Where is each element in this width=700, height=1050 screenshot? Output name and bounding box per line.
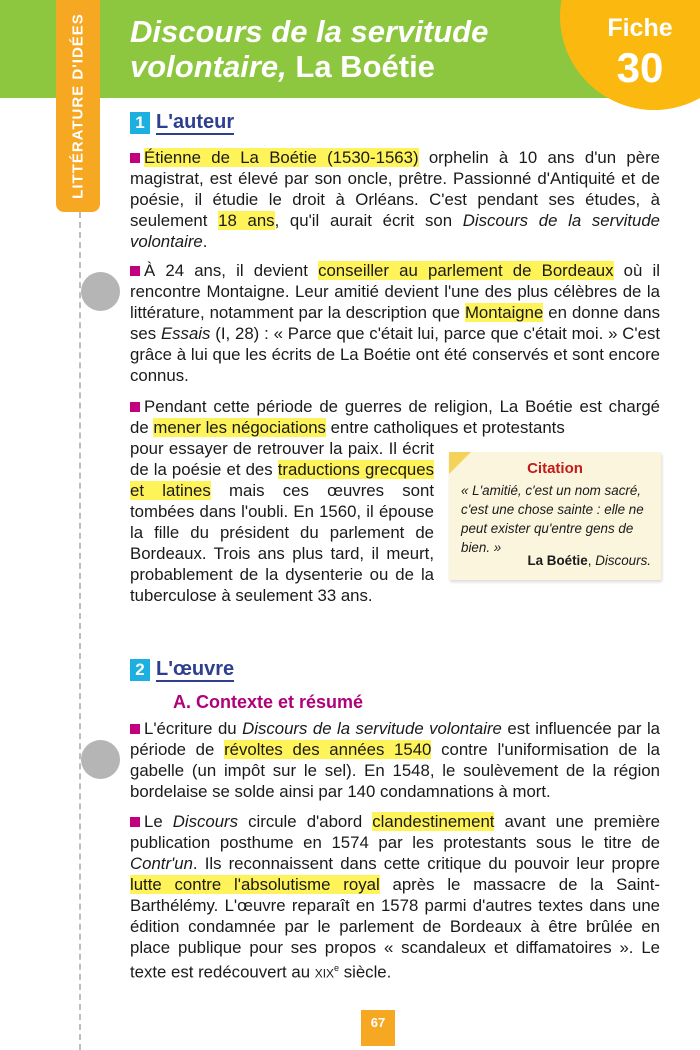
paragraph: Le Discours circule d'abord clandestinement avant une première publication posthume en 1574 par les protestants sous le titre de Contr'un. Ils reconnaissent dans cette critique du pouvoir leur propre lutte contre l'absolutisme royal après le massacre de la Saint-Barthélémy. L'œuvre reparaît en 1578 parmi d'autres textes dans une édition condamnée par le parlement de Bordeaux à être brûlée en place publique pour ses propos « scandaleux et diffamatoires ». Le texte est redécouvert au XIXe siècle. (130, 812, 660, 982)
category-label: LITTÉRATURE D'IDÉES (69, 13, 87, 199)
cut-line (79, 212, 81, 1050)
punch-hole (81, 740, 120, 779)
page-number: 67 (361, 1010, 395, 1046)
subsection-title: A. Contexte et résumé (173, 692, 364, 712)
citation-quote: « L'amitié, c'est un nom sacré, c'est une chose sainte : elle ne peut exister qu'entre gens de bien. » (461, 483, 644, 555)
section-number: 1 (130, 112, 150, 134)
bullet-icon (130, 266, 140, 276)
section-number: 2 (130, 659, 150, 681)
punch-hole (81, 272, 120, 311)
citation-author: La Boétie, Discours. (527, 553, 651, 568)
fiche-number: 30 (616, 44, 664, 91)
section-title: L'auteur (156, 111, 235, 133)
citation-box (449, 452, 661, 580)
paragraph-continued: pour essayer de retrouver la paix. Il écrit de la poésie et des traductions grecques et latines mais ces œuvres sont tombées dans l'oubli. En 1560, il épouse la fille du président du parlement de Bordeaux. Trois ans plus tard, il meurt, probablement de la dysenterie ou de la tuberculose à seulement 33 ans. (130, 439, 434, 605)
page-title: Discours de la servitude volontaire, La Boétie (130, 14, 489, 84)
bullet-icon (130, 402, 140, 412)
bullet-icon (130, 724, 140, 734)
paragraph: L'écriture du Discours de la servitude volontaire est influencée par la période de révoltes des années 1540 contre l'uniformisation de la gabelle (un impôt sur le sel). En 1548, le soulèvement de la région bordelaise se solde ainsi par 140 condamnations à mort. (130, 719, 661, 801)
bullet-icon (130, 817, 140, 827)
section-title: L'œuvre (156, 658, 235, 680)
citation-title: Citation (527, 460, 583, 477)
bullet-icon (130, 153, 140, 163)
paragraph: Étienne de La Boétie (1530-1563) orphelin à 10 ans d'un père magistrat, est élevé par son oncle, prêtre. Passionné d'Antiquité et de poésie, il étudie le droit à Orléans. C'est pendant ses études, à seulement 18 ans, qu'il aurait écrit son Discours de la servitude volontaire. (130, 148, 660, 251)
paragraph: À 24 ans, il devient conseiller au parlement de Bordeaux où il rencontre Montaigne. Leur amitié devient l'une des plus célèbres de la littérature, notamment par la description que Montaigne en donne dans ses Essais (I, 28) : « Parce que c'était lui, parce que c'était moi. » C'est grâce à lui que les écrits de La Boétie ont été conservés et sont encore connus. (130, 261, 661, 385)
fiche-label: Fiche (607, 14, 673, 42)
paragraph: Pendant cette période de guerres de religion, La Boétie est chargé de mener les négociations entre catholiques et protestants (130, 397, 660, 437)
section-2-heading (130, 658, 234, 682)
section-1-heading (130, 111, 234, 135)
category-tab (56, 0, 100, 212)
